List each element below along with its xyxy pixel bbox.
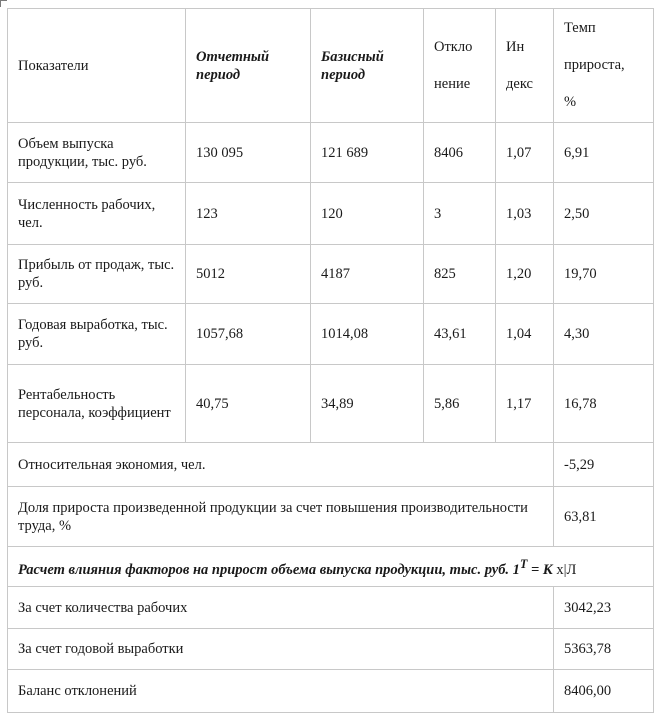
- relative-economy-value: -5,29: [554, 443, 654, 487]
- header-indicators: Показатели: [8, 9, 186, 123]
- cell-growth: 19,70: [554, 245, 654, 304]
- cell-deviation: 3: [424, 183, 496, 245]
- cell-deviation: 8406: [424, 123, 496, 183]
- cell-reporting: 130 095: [186, 123, 311, 183]
- table-row: [8, 123, 654, 183]
- productivity-share-label: Доля прироста произведенной продукции за счет повышения производительности труда, %: [8, 487, 554, 547]
- productivity-share-value: 63,81: [554, 487, 654, 547]
- cell-deviation: 43,61: [424, 304, 496, 365]
- analysis-table: [7, 8, 654, 713]
- factor-label: Баланс отклонений: [8, 670, 554, 713]
- cell-deviation: 5,86: [424, 365, 496, 443]
- factor-value: 8406,00: [554, 670, 654, 713]
- factor-value: 3042,23: [554, 587, 654, 629]
- row-label: Численность рабочих, чел.: [8, 183, 186, 245]
- cell-base: 4187: [311, 245, 424, 304]
- row-label: Рентабельность персонала, коэффициент: [8, 365, 186, 443]
- header-index: Ин декс: [496, 9, 554, 123]
- factor-row: [8, 629, 654, 670]
- cell-index: 1,20: [496, 245, 554, 304]
- corner-marker: [0, 0, 7, 7]
- cell-base: 121 689: [311, 123, 424, 183]
- factor-label: За счет количества рабочих: [8, 587, 554, 629]
- factor-label: За счет годовой выработки: [8, 629, 554, 670]
- cell-index: 1,04: [496, 304, 554, 365]
- row-label: Годовая выработка, тыс. руб.: [8, 304, 186, 365]
- cell-base: 1014,08: [311, 304, 424, 365]
- cell-index: 1,03: [496, 183, 554, 245]
- row-label: Прибыль от продаж, тыс. руб.: [8, 245, 186, 304]
- factor-section-row: [8, 547, 654, 587]
- table-row: [8, 304, 654, 365]
- relative-economy-row: [8, 443, 654, 487]
- table-row: [8, 183, 654, 245]
- factor-row: [8, 670, 654, 713]
- cell-growth: 6,91: [554, 123, 654, 183]
- cell-base: 120: [311, 183, 424, 245]
- header-deviation: Откло нение: [424, 9, 496, 123]
- table-row: [8, 365, 654, 443]
- header-growth-rate: Темп прироста, %: [554, 9, 654, 123]
- productivity-share-row: [8, 487, 654, 547]
- cell-growth: 4,30: [554, 304, 654, 365]
- factor-value: 5363,78: [554, 629, 654, 670]
- table-row: [8, 245, 654, 304]
- factor-row: [8, 587, 654, 629]
- row-label: Объем выпуска продукции, тыс. руб.: [8, 123, 186, 183]
- factor-section-title: Расчет влияния факторов на прирост объема выпуска продукции, тыс. руб. $1^Т = К$ х|Л: [8, 547, 654, 587]
- cell-growth: 2,50: [554, 183, 654, 245]
- cell-reporting: 1057,68: [186, 304, 311, 365]
- header-row: [8, 9, 654, 123]
- cell-deviation: 825: [424, 245, 496, 304]
- relative-economy-label: Относительная экономия, чел.: [8, 443, 554, 487]
- cell-base: 34,89: [311, 365, 424, 443]
- cell-index: 1,07: [496, 123, 554, 183]
- header-reporting-period: Отчетный период: [186, 9, 311, 123]
- cell-reporting: 40,75: [186, 365, 311, 443]
- cell-index: 1,17: [496, 365, 554, 443]
- cell-growth: 16,78: [554, 365, 654, 443]
- header-base-period: Базисный период: [311, 9, 424, 123]
- cell-reporting: 123: [186, 183, 311, 245]
- cell-reporting: 5012: [186, 245, 311, 304]
